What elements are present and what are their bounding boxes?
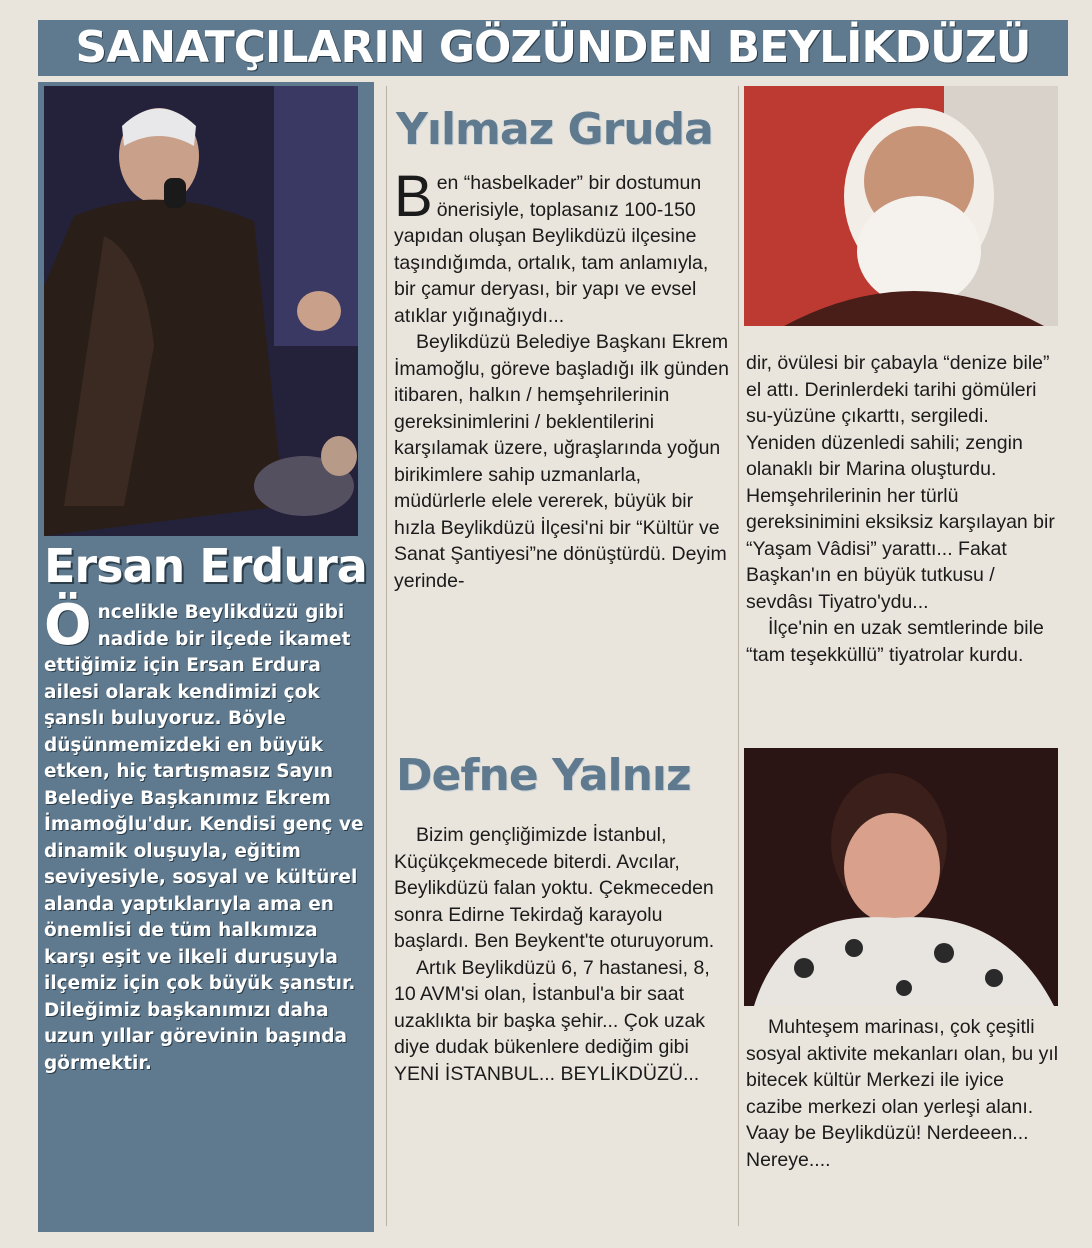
yilmaz-paragraph-4: İlçe'nin en uzak semtlerinde bile “tam teşekküllü” tiyatrolar kurdu. [746,617,1044,666]
yilmaz-photo-illustration [744,86,1058,326]
defne-photo-illustration [744,748,1058,1006]
yilmaz-gruda-text-col2 [746,350,1062,668]
yilmaz-paragraph-1 [394,164,734,329]
defne-yalniz-heading: Defne Yalnız [396,750,691,801]
defne-paragraph-1: Bizim gençliğimizde İstanbul, Küçükçekmecede biterdi. Avcılar, Beylikdüzü falan yoktu. Çekmeceden sonra Edirne Tekirdağ karayolu başlardı. Ben Beykent'te oturuyorum. [394,824,715,952]
yilmaz-gruda-heading: Yılmaz Gruda [396,104,713,155]
ersan-erdura-photo [44,86,358,536]
ersan-erdura-text [44,593,364,1077]
defne-yalniz-text-col2 [746,1014,1062,1173]
ersan-erdura-name: Ersan Erdura [44,539,367,593]
ersan-photo-illustration [44,86,358,536]
yilmaz-paragraph-2: Beylikdüzü Belediye Başkanı Ekrem İmamoğlu, göreve başladığı ilk günden itibaren, halkın / hemşehrilerinin gereksinimlerini / beklentilerini karşılamak üzere, uğraşlarında yoğun birikimlere sahip uzmanlarla, müdürlerle elele vererek, büyük bir hızla Beylikdüzü İlçesi'ni bir “Kültür ve Sanat Şantiyesi”ne dönüştürdü. Deyim yerinde- [394,331,729,592]
defne-paragraph-3: Muhteşem marinası, çok çeşitli sosyal aktivite mekanları olan, bu yıl bitecek kültür Merkezi ile iyice cazibe merkezi olan yerleşi alanı. Vaay be Beylikdüzü! Nerdeeen... Nereye.... [746,1016,1059,1171]
defne-paragraph-2: Artık Beylikdüzü 6, 7 hastanesi, 8, 10 AVM'si olan, İstanbul'a bir saat uzaklıkta bir başka şehir... Çok uzak diye dudak bükenlere dediğim gibi YENİ İSTANBUL... BEYLİKDÜZÜ... [394,956,710,1085]
column-divider [738,86,739,1226]
ersan-dropcap: Ö [44,593,92,658]
yilmaz-dropcap: B [394,164,433,229]
yilmaz-gruda-photo [744,86,1058,326]
defne-yalniz-photo [744,748,1058,1006]
defne-yalniz-text-col1 [394,822,734,1087]
yilmaz-p1-text: en “hasbelkader” bir dostumun önerisiyle, toplasanız 100-150 yapıdan oluşan Beylikdüzü ilçesine taşındığımda, ortalık, tam anlamıyla, bir çamur deryası, bir yapı ve evsel atıklar yığınağıydı... [394,172,709,327]
yilmaz-gruda-text-col1 [394,164,734,594]
column-divider [386,86,387,1226]
ersan-body: ncelikle Beylikdüzü gibi nadide bir ilçede ikamet ettiğimiz için Ersan Erdura ailesi olarak kendimizi çok şanslı buluyoruz. Böyle düşünmemizdeki en büyük etken, hiç tartışmasız Sayın Belediye Başkanımız Ekrem İmamoğlu'dur. Kendisi genç ve dinamik oluşuyla, eğitim seviyesiyle, sosyal ve kültürel alanda yaptıklarıyla ama en önemlisi de tüm halkımıza karşı eşit ve ilkeli duruşuyla ilçemiz için çok büyük şanstır. Dileğimiz başkanımızı daha uzun yıllar görevinin başında görmektir. [44,602,364,1074]
yilmaz-paragraph-3: dir, övülesi bir çabayla “denize bile” el attı. Derinlerdeki tarihi gömüleri su-yüzüne çıkarttı, sergiledi. Yeniden düzenledi sahili; zengin olanaklı bir Marina oluşturdu. Hemşehrilerinin her türlü gereksinimini eksiksiz karşılayan bir “Yaşam Vâdisi” yarattı... Fakat Başkan'ın en büyük tutkusu / sevdâsı Tiyatro'ydu... [746,352,1055,613]
banner-title: SANATÇILARIN GÖZÜNDEN BEYLİKDÜZÜ [38,20,1068,76]
